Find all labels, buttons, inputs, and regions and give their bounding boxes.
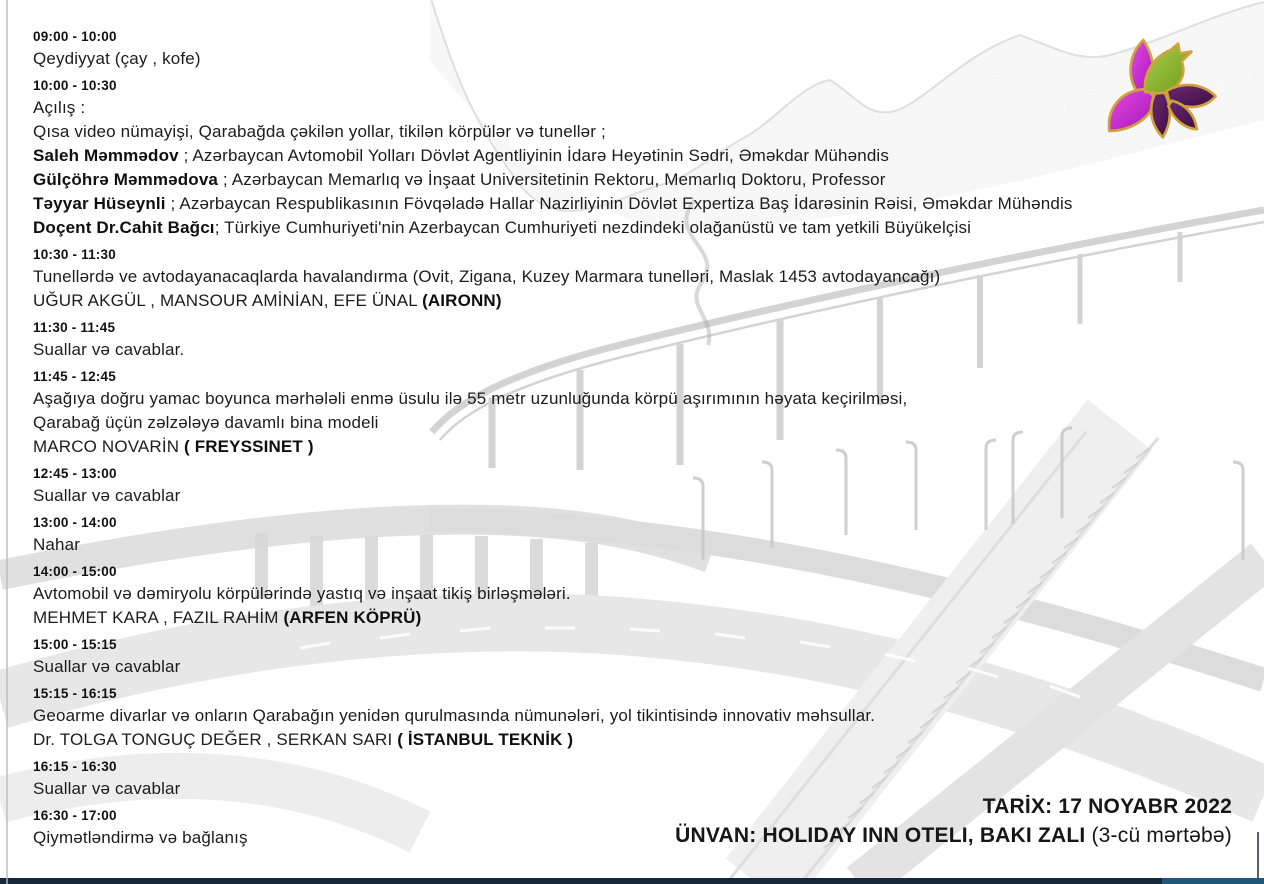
schedule-list [33, 29, 1073, 850]
session-line: Nahar [33, 535, 81, 554]
kharibulbul-logo [1104, 34, 1220, 146]
session-time: 09:00 - 10:00 [33, 29, 117, 44]
session-line: Qısa video nümayişi, Qarabağda çəkilən yollar, tikilən körpülər və tunellər ; [33, 122, 606, 141]
logo-lower-petal [1109, 89, 1156, 131]
session-line: Suallar və cavablar [33, 779, 181, 798]
bottom-bar-dark-segment [0, 878, 1162, 884]
session [33, 565, 1033, 630]
session [33, 78, 1073, 240]
session [33, 30, 1033, 71]
event-date: TARİX: 17 NOYABR 2022 [982, 795, 1232, 818]
session [33, 687, 1033, 752]
session-line: Təyyar Hüseynli ; Azərbaycan Respublikasının Fövqəladə Hallar Nazirliyinin Dövlət Expertiza Baş İdarəsinin Rəisi, Əməkdar Mühəndis [33, 194, 1073, 213]
session [33, 516, 1033, 557]
session-time: 15:15 - 16:15 [33, 686, 117, 701]
session-line: Suallar və cavablar [33, 486, 181, 505]
session-time: 10:00 - 10:30 [33, 78, 117, 93]
session [33, 638, 1033, 679]
session-line: Gülçöhrə Məmmədova ; Azərbaycan Memarlıq və İnşaat Universitetinin Rektoru, Memarlıq Doktoru, Professor [33, 170, 886, 189]
session [33, 321, 1033, 362]
session-time: 12:45 - 13:00 [33, 466, 117, 481]
session-time: 11:45 - 12:45 [33, 369, 116, 384]
session-line: Qiymətləndirmə və bağlanış [33, 828, 248, 847]
event-venue-main: ÜNVAN: HOLIDAY INN OTELI, BAKI ZALI [675, 824, 1092, 847]
session-line: MARCO NOVARİN ( FREYSSINET ) [33, 437, 314, 456]
session-time: 16:15 - 16:30 [33, 759, 117, 774]
session-line: Qeydiyyat (çay , kofe) [33, 49, 201, 68]
session-line: Tunellərdə ve avtodayanacaqlarda havalandırma (Ovit, Zigana, Kuzey Marmara tunelləri, Maslak 1453 avtodayancağı) [33, 267, 941, 286]
session-time: 13:00 - 14:00 [33, 515, 117, 530]
session-time: 16:30 - 17:00 [33, 808, 117, 823]
bottom-bar-accent-segment [1162, 878, 1264, 884]
session-line: Açılış : [33, 98, 86, 117]
session-line: Dr. TOLGA TONGUÇ DEĞER , SERKAN SARI ( İSTANBUL TEKNİK ) [33, 730, 574, 749]
session-time: 10:30 - 11:30 [33, 247, 116, 262]
session-line: Suallar və cavablar. [33, 340, 185, 359]
session-line: Doçent Dr.Cahit Bağcı; Türkiye Cumhuriyeti'nin Azerbaycan Cumhuriyeti nezdindeki olağanüstü ve tam yetkili Büyükelçisi [33, 218, 972, 237]
session-line: MEHMET KARA , FAZIL RAHİM (ARFEN KÖPRÜ) [33, 608, 422, 627]
session-line: Avtomobil və dəmiryolu körpülərində yastıq və inşaat tikiş birləşmələri. [33, 584, 571, 603]
page-right-edge [1257, 832, 1259, 878]
session-line: Qarabağ üçün zəlzələyə davamlı bina modeli [33, 413, 379, 432]
session [33, 370, 1033, 459]
session-time: 15:00 - 15:15 [33, 637, 117, 652]
session [33, 248, 1033, 313]
page-left-edge [6, 0, 8, 884]
logo-center-petal [1151, 93, 1170, 138]
event-venue-floor: (3-cü mərtəbə) [1091, 824, 1232, 847]
bottom-bar [0, 878, 1264, 884]
session [33, 467, 1033, 508]
session-time: 11:30 - 11:45 [33, 320, 116, 335]
session-line: Geoarme divarlar və onların Qarabağın yenidən qurulmasında nümunələri, yol tikintisində innovativ məhsullar. [33, 706, 876, 725]
event-details [675, 792, 1232, 850]
event-venue [675, 821, 1232, 850]
session-line: Saleh Məmmədov ; Azərbaycan Avtomobil Yolları Dövlət Agentliyinin İdarə Heyətinin Sədri, Əməkdar Mühəndis [33, 146, 890, 165]
session-time: 14:00 - 15:00 [33, 564, 117, 579]
session-line: UĞUR AKGÜL , MANSOUR AMİNİAN, EFE ÜNAL (AIRONN) [33, 291, 502, 310]
session-line: Suallar və cavablar [33, 657, 181, 676]
session-line: Aşağıya doğru yamac boyunca mərhələli enmə üsulu ilə 55 metr uzunluğunda körpü aşırımının həyata keçirilməsi, [33, 389, 908, 408]
